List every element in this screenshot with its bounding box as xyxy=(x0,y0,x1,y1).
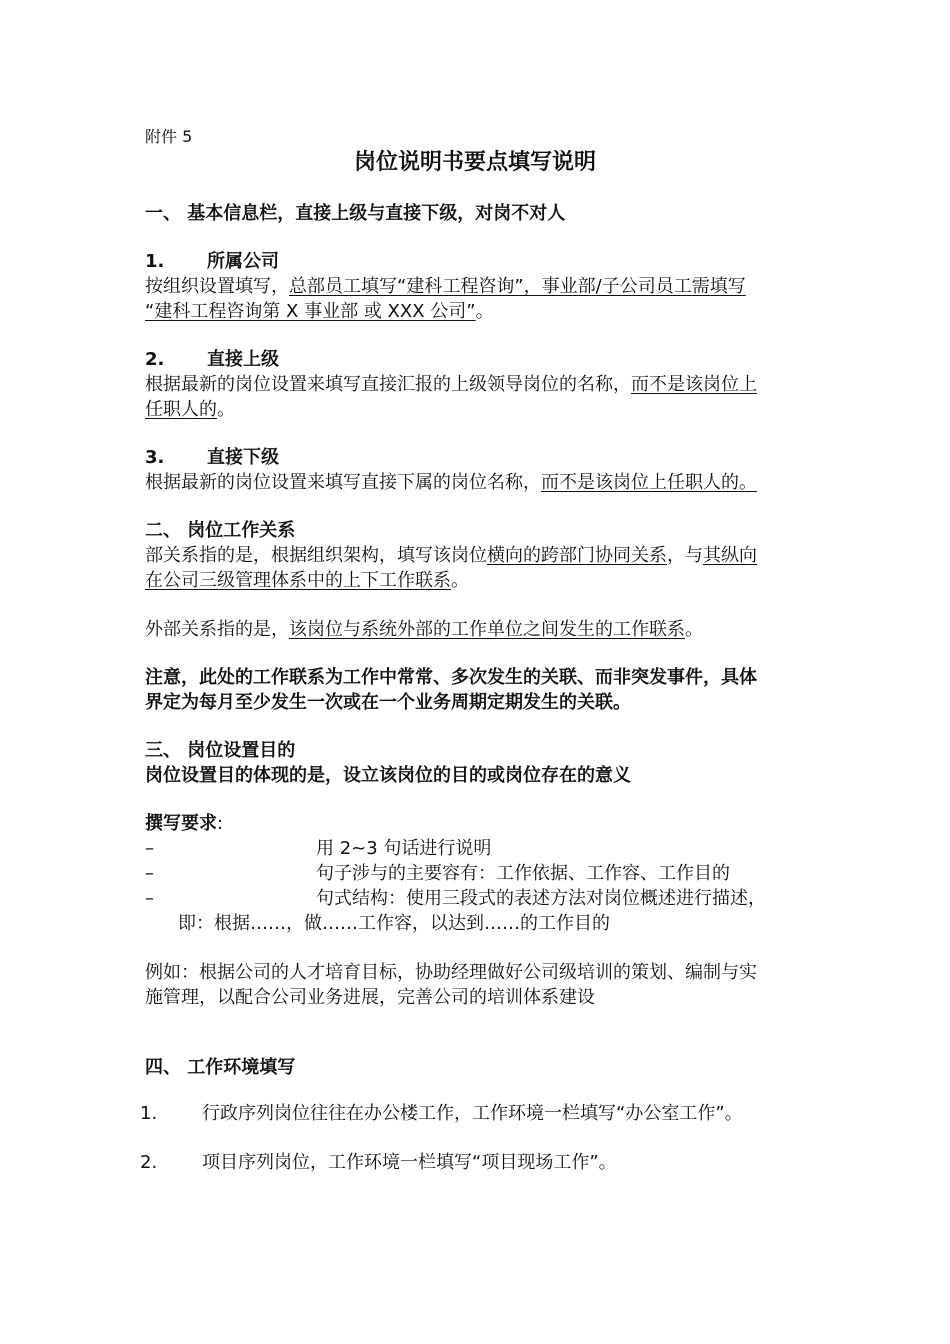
section-1-heading: 一、 基本信息栏，直接上级与直接下级，对岗不对人 xyxy=(145,203,566,224)
item-3-label: 直接下级 xyxy=(207,447,279,468)
annex-label: 附件 5 xyxy=(145,127,193,146)
item-1-text-line-1 xyxy=(145,274,746,300)
item-1-text-line-2 xyxy=(145,299,494,325)
s2-external-end: 。 xyxy=(685,619,703,640)
item-1-text-plain: 按组织设置填写， xyxy=(145,276,289,297)
item-2-text-end: 。 xyxy=(217,399,235,420)
s2-text-u1: 横向的跨部门协同关系 xyxy=(487,545,667,566)
env-item-1-text: 行政序列岗位往往在办公楼工作，工作环境一栏填写“办公室工作”。 xyxy=(202,1103,743,1124)
s2-text-a: 部关系指的是，根据组织架构，填写该岗位 xyxy=(145,545,487,566)
item-3-text-plain: 根据最新的岗位设置来填写直接下属的岗位名称， xyxy=(145,472,541,493)
item-2-heading xyxy=(145,347,279,373)
item-2-text-plain: 根据最新的岗位设置来填写直接汇报的上级领导岗位的名称， xyxy=(145,374,631,395)
s2-text-u3: 在公司三级管理体系中的上下工作联系 xyxy=(145,570,451,591)
item-1-text-underlined: 总部员工填写“建科工程咨询”，事业部/子公司员工需填写 xyxy=(289,276,746,297)
example-line-1: 例如：根据公司的人才培育目标，协助经理做好公司级培训的策划、编制与实 xyxy=(145,962,757,983)
page-title: 岗位说明书要点填写说明 xyxy=(353,150,596,175)
item-2-label: 直接上级 xyxy=(207,349,279,370)
requirements-colon: : xyxy=(217,813,224,834)
item-1-text-underlined-2: “建科工程咨询第 X 事业部 或 XXX 公司” xyxy=(145,301,476,322)
item-1-label: 所属公司 xyxy=(207,251,279,272)
item-2-text-line-1 xyxy=(145,372,757,398)
env-item-2-text: 项目序列岗位，工作环境一栏填写“项目现场工作”。 xyxy=(202,1152,617,1173)
bullet-3-continuation: 即：根据……，做……工作容，以达到……的工作目的 xyxy=(178,913,610,934)
s2-external-plain: 外部关系指的是， xyxy=(145,619,289,640)
section-2-line-2 xyxy=(145,568,469,594)
section-2-note-line-2: 界定为每月至少发生一次或在一个业务周期定期发生的关联。 xyxy=(145,692,631,713)
section-3-subheading: 岗位设置目的体现的是，设立该岗位的目的或岗位存在的意义 xyxy=(145,765,631,786)
section-2-note-line-1: 注意，此处的工作联系为工作中常常、多次发生的关联、而非突发事件，具体 xyxy=(145,667,757,688)
env-item-2-number: 2. xyxy=(140,1152,158,1173)
bullet-1-text: 用 2~3 句话进行说明 xyxy=(316,838,492,859)
s2-text-b: ，与 xyxy=(667,545,703,566)
s2-external-underlined: 该岗位与系统外部的工作单位之间发生的工作联系 xyxy=(289,619,685,640)
item-3-number: 3. xyxy=(145,447,165,468)
section-2-external xyxy=(145,617,703,643)
bullet-3-text: 句式结构：使用三段式的表述方法对岗位概述进行描述， xyxy=(316,888,766,909)
s2-text-u2: 其纵向 xyxy=(703,545,757,566)
item-2-number: 2. xyxy=(145,349,165,370)
requirements-label-text: 撰写要求 xyxy=(145,813,217,834)
example-line-2: 施管理，以配合公司业务进展，完善公司的培训体系建设 xyxy=(145,987,595,1008)
section-2-line-1 xyxy=(145,543,757,569)
item-1-heading xyxy=(145,249,279,275)
item-3-text-line-1 xyxy=(145,470,757,496)
item-3-text-underlined: 而不是该岗位上任职人的。 xyxy=(541,472,757,493)
section-2-heading: 二、 岗位工作关系 xyxy=(145,520,296,541)
section-4-heading: 四、 工作环境填写 xyxy=(145,1057,296,1078)
item-1-text-end: 。 xyxy=(475,301,494,322)
env-item-1-number: 1. xyxy=(140,1103,158,1124)
item-2-text-underlined: 而不是该岗位上 xyxy=(631,374,757,395)
section-3-heading: 三、 岗位设置目的 xyxy=(145,740,296,761)
bullet-2-dash: – xyxy=(145,863,154,884)
item-3-heading xyxy=(145,445,279,471)
item-2-text-underlined-2: 任职人的 xyxy=(145,399,217,420)
bullet-1-dash: – xyxy=(145,838,154,859)
bullet-2-text: 句子涉与的主要容有：工作依据、工作容、工作目的 xyxy=(316,863,730,884)
bullet-3-dash: – xyxy=(145,888,154,909)
item-1-number: 1. xyxy=(145,251,165,272)
requirements-label xyxy=(145,811,223,837)
item-2-text-line-2 xyxy=(145,397,235,423)
s2-text-end: 。 xyxy=(451,570,469,591)
